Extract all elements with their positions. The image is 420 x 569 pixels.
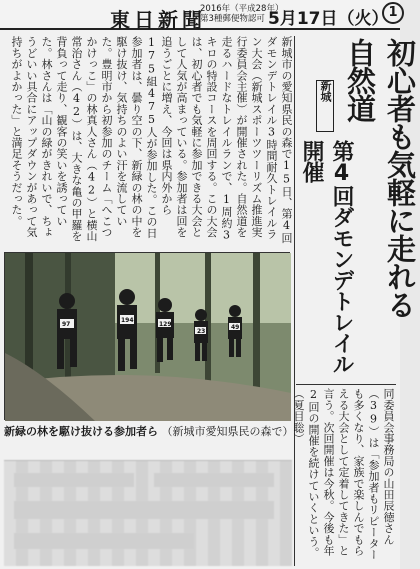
page-number: 1 xyxy=(382,2,404,24)
region-label: 新城 xyxy=(319,80,332,102)
permit-class: 第3種郵便物認可 xyxy=(200,14,265,24)
article-body-top: 新城市の愛知県民の森で15日、第4回ダモンデトレイル3時間耐久トレイルラン大会（新城スポーツツーリズム推進実行委員会主催）が開催された。自然道を走るハードなトレイルランで、1周約3キロの特設コースを周回する。この大会は、初心者でも気軽に参加できる大会として人気が高まっている。参加者は回を追うごとに増え、今回は県内外から175組475人が参加した。この日参加者は、曇り空の下、新緑の林の中を駆け抜け、気持ちのよい汗を流していた。豊明市から初参加のチーム「へこつかけっこ」の林真人さん（42）と横山常治さん（42）は、大きな亀の甲羅を背負って走り、観客の笑いを誘っていた。林さんは「山の緑がきれいで、ちょうどいい具合にアップダウンがあって気持ちがよかった」と満足そうだった。 xyxy=(10,36,293,244)
article-body-right: 同委員会事務局の山田辰徳さん（39）は「参加者もリピーターも多くなり、家族で楽しんでもらえる大会として定着してきた」と言う。次回開催は今秋。今後も年2回の開催を続けていくという。（夏目聡） xyxy=(292,388,395,560)
caption-place: （新城市愛知県民の森で） xyxy=(161,425,294,438)
headline-main: 初心者も気軽に走れる自然道 xyxy=(343,38,417,318)
bib-4: 23 xyxy=(197,328,206,335)
blurred-advertisement xyxy=(4,460,292,566)
bib-5: 49 xyxy=(231,324,240,331)
bib-3: 129 xyxy=(159,321,172,328)
bib-2: 194 xyxy=(121,317,134,324)
permit-year: 2016年（平成28年） xyxy=(200,4,284,14)
photo-caption xyxy=(4,424,294,439)
paper-name: 東日新聞 xyxy=(110,8,206,32)
caption-lead: 新緑の林を駆け抜ける参加者ら xyxy=(4,425,158,438)
section-divider xyxy=(296,384,396,385)
article-photo xyxy=(4,252,290,420)
headline-sub: 第4回ダモンデトレイル開催 xyxy=(299,140,354,374)
bib-1: 97 xyxy=(62,321,71,328)
column-divider xyxy=(294,36,295,566)
issue-date: 5月17日（火） xyxy=(268,9,389,29)
masthead xyxy=(0,0,400,30)
trail-runners-illustration xyxy=(5,253,291,421)
